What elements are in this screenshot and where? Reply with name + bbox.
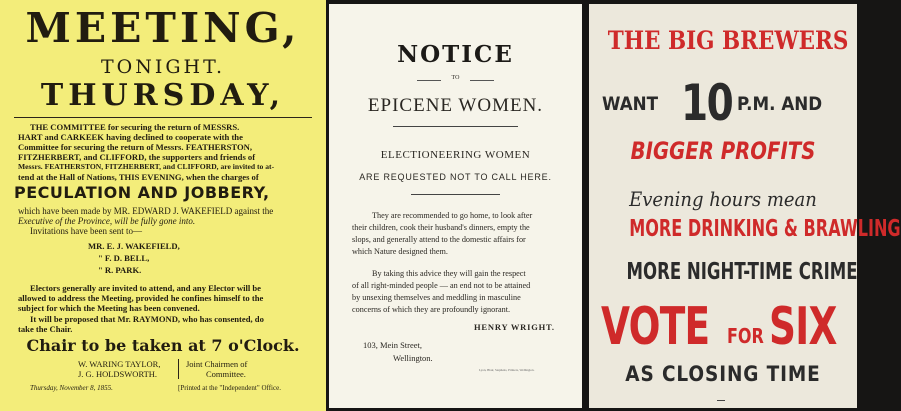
divider	[411, 194, 500, 195]
paragraph-raymond	[18, 314, 310, 334]
text-line: concerns of which they are profoundly ignorant.	[352, 305, 511, 314]
poster-date: Thursday, November 8, 1855.	[30, 384, 113, 392]
notice-subtitle: EPICENE WOMEN.	[367, 95, 544, 116]
paragraph-respect	[352, 268, 530, 316]
notice-title: NOTICE	[397, 41, 514, 68]
address-line: 103, Mein Street,	[363, 340, 423, 350]
bigger-profits-line: BIGGER PROFITS	[630, 137, 816, 165]
invitee: " R. PARK.	[98, 265, 142, 275]
text-line: Executive of the Province, will be fully gone into.	[18, 216, 196, 226]
text-line: HART and CARKEEK having declined to cooperate with the	[18, 132, 243, 142]
text-line: FITZHERBERT, and CLIFFORD, the supporters and friends of	[18, 152, 256, 162]
vote-for-six-poster	[589, 4, 901, 408]
text-line: Messrs. FEATHERSTON, FITZHERBERT, and CLIFFORD, are invited to at-	[18, 162, 275, 171]
printer-imprint: Lyon, Blair, Stephens, Printers, Wellington.	[479, 368, 535, 372]
text-line: their children, cook their husband's dinners, empty the	[352, 223, 530, 232]
vote-word: VOTE	[601, 297, 710, 357]
drinking-brawling-line: MORE DRINKING & BRAWLING	[629, 216, 901, 242]
for-word: FOR	[727, 324, 764, 348]
text-line: tend at the Hall of Nations, THIS EVENING, when the charges of	[18, 172, 259, 182]
bottom-mark	[717, 400, 725, 401]
heading-requested: ARE REQUESTED NOT TO CALL HERE.	[359, 172, 552, 182]
signers	[78, 359, 160, 379]
text-line: By taking this advice they will gain the respect	[372, 269, 526, 278]
paragraph-advice	[352, 210, 532, 258]
evening-hours-line: Evening hours mean	[629, 187, 817, 211]
printer-credit: [Printed at the "Independent" Office.	[178, 384, 281, 392]
paragraph-committee	[18, 122, 310, 182]
heading-electioneering: ELECTIONEERING WOMEN	[380, 149, 531, 161]
peculation-headline: PECULATION AND JOBBERY,	[14, 183, 270, 202]
text-line: which have been made by MR. EDWARD J. WAKEFIELD against the	[18, 206, 274, 216]
signer: J. G. HOLDSWORTH.	[78, 369, 158, 379]
signer: W. WARING TAYLOR,	[78, 359, 161, 369]
meeting-title: MEETING,	[25, 4, 301, 52]
text-line: by unsexing themselves and meddling in masculine	[352, 293, 521, 302]
tonight-line: TONIGHT.	[100, 56, 226, 78]
invitee: " F. D. BELL,	[98, 253, 150, 263]
joint-line: Joint Chairmen of	[186, 359, 248, 369]
text-line: Electors generally are invited to attend, and any Elector will be	[30, 283, 261, 293]
invitee-list	[88, 240, 180, 276]
want-label: WANT	[602, 93, 659, 115]
joint-line: Committee.	[206, 369, 246, 379]
text-line: allowed to address the Meeting, provided he confines himself to the	[18, 293, 264, 303]
address	[363, 339, 433, 365]
text-line: of all right-minded people — an end not to be attained	[352, 281, 531, 290]
text-line: It will be proposed that Mr. RAYMOND, who has consented, do	[30, 314, 264, 324]
text-line: Invitations have been sent to—	[30, 226, 142, 236]
text-line: slops, and generally attend to the domestic affairs for	[352, 235, 526, 244]
pm-and-label: P.M. AND	[737, 93, 823, 115]
address-line: Wellington.	[393, 353, 433, 363]
epicene-notice-poster	[329, 4, 582, 408]
closing-time-line: AS CLOSING TIME	[625, 362, 821, 386]
signature: HENRY WRIGHT.	[474, 322, 555, 332]
divider	[393, 126, 518, 127]
night-crime-line: MORE NIGHT-TIME CRIME	[626, 259, 858, 285]
six-word: SIX	[769, 297, 837, 357]
paragraph-electors	[18, 283, 310, 313]
text-line: which Nature designed them.	[352, 247, 448, 256]
text-line: Committee for securing the return of Messrs. FEATHERSTON,	[18, 142, 252, 152]
thursday-line: THURSDAY,	[40, 78, 286, 113]
text-line: subject for which the Meeting has been convened.	[18, 303, 200, 313]
text-line: take the Chair.	[18, 324, 73, 334]
chair-headline: Chair to be taken at 7 o'Clock.	[26, 336, 300, 355]
text-line: THE COMMITTEE for securing the return of MESSRS.	[30, 122, 240, 132]
text-line: They are recommended to go home, to look after	[372, 211, 533, 220]
to-label: TO	[451, 75, 460, 81]
divider	[470, 80, 494, 81]
joint-chairmen	[186, 359, 247, 379]
big-brewers-line: THE BIG BREWERS	[607, 26, 849, 55]
paragraph-wakefield	[18, 206, 310, 236]
invitee: MR. E. J. WAKEFIELD,	[88, 241, 180, 251]
divider	[14, 117, 312, 118]
signers-separator	[178, 359, 179, 379]
meeting-poster	[0, 0, 326, 411]
ten-numeral: 10	[681, 74, 733, 132]
